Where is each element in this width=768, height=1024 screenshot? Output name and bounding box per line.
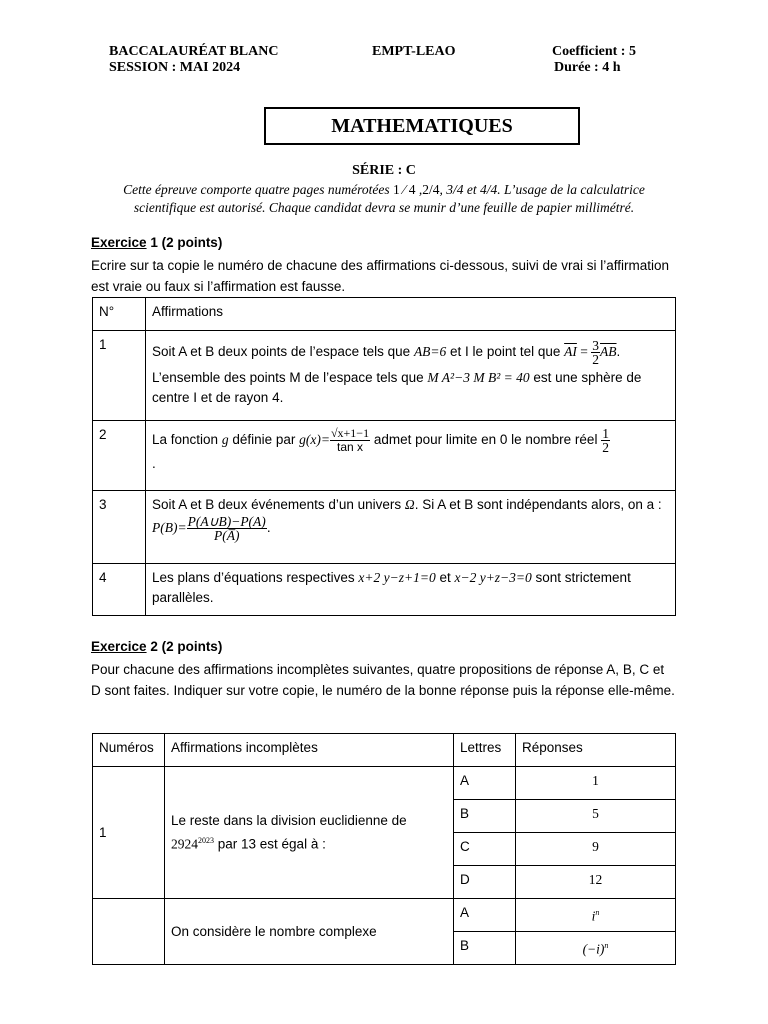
table-row [93,564,676,616]
answer-value: 9 [516,833,676,866]
exercise-2-word: Exercice [91,639,147,654]
text: est une sphère de centre I et de rayon 4. [152,370,642,405]
col-letters-header: Lettres [454,734,516,767]
numerator: √x+1−1 [330,426,370,440]
header-right [552,44,636,76]
intro-sep: , [415,182,423,197]
math: M A²−3 M B² = 40 [427,370,530,385]
subject-title: MATHEMATIQUES [264,107,580,145]
text: définie par [228,432,300,448]
answer-value [516,899,676,932]
question-number [93,899,165,965]
math: x−2 y+z−3=0 [454,570,532,585]
intro-page-1: 1 ⁄ 4 [393,182,416,197]
vector-ab: $\overline{AB}$ [600,344,617,360]
question-number: 1 [93,767,165,899]
math-base: 2924 [171,836,198,852]
table-row [93,331,676,421]
coefficient: Coefficient : 5 [552,44,636,59]
col-affirmations-header: Affirmations [146,298,676,331]
exam-name: BACCALAURÉAT BLANC [109,44,279,59]
exercise-2-points: 2 (2 points) [146,639,223,654]
answer-value [516,932,676,965]
denominator: 2 [592,352,600,367]
table-header-row [93,734,676,767]
school-name: EMPT-LEAO [372,44,456,59]
text: L’ensemble des points M de l’espace tels que [152,370,428,385]
table-row [93,767,676,800]
exercise-1-word: Exercice [91,235,147,250]
numerator: 1 [602,426,609,441]
affirmation-1 [146,331,676,421]
text: Le reste dans la division euclidienne de [171,812,407,828]
row-number: 2 [93,421,146,491]
affirmation-3 [146,491,676,564]
text: Soit A et B deux points de l’espace tels que [152,344,414,360]
table-row [93,491,676,564]
answer-letter: A [454,767,516,800]
exercise-1-table [92,297,676,616]
answer-value: 1 [516,767,676,800]
math: x+2 y−z+1=0 [358,570,436,585]
col-answers-header: Réponses [516,734,676,767]
text: . [616,344,621,360]
row-number: 4 [93,564,146,616]
numerator: 3 [592,338,600,353]
question-2-text: On considère le nombre complexe [165,899,454,965]
vector-ai: $\overline{AI}$ [564,344,577,360]
text: par 13 est égal à : [214,836,326,852]
math: g [221,432,229,448]
intro-text-1: Cette épreuve comporte quatre pages numérotées [123,182,394,197]
table-row [93,421,676,491]
row-number: 3 [93,491,146,564]
fraction [591,339,600,366]
text: . Si A et B sont indépendants alors, on a : [414,497,662,512]
exercise-1-title [91,235,222,250]
answer-letter: B [454,800,516,833]
math-base: (−i) [582,941,605,957]
intro-text-2: , 3/4 et 4/4. L’usage de la calculatrice scientifique est autorisé. Chaque candidat devra se munir d’une feuille de papier millimétré. [133,182,645,215]
col-numbers-header: Numéros [93,734,165,767]
text: . [152,456,156,471]
serie-label: SÉRIE : C [352,163,416,178]
math-exponent: 2023 [198,835,214,845]
answer-letter: A [454,899,516,932]
exercise-1-instructions: Ecrire sur ta copie le numéro de chacune des affirmations ci-dessous, suivi de vrai si l’affirmation est vraie ou faux si l’affirmation est fausse. [91,258,670,294]
duration: Durée : 4 h [554,60,621,75]
math-exponent: n [595,908,600,917]
math: AB=6 [413,344,447,360]
answer-value: 5 [516,800,676,833]
answer-value: 12 [516,866,676,899]
table-row [93,899,676,932]
denominator: P(A̅) [213,528,240,543]
col-affirmations-header: Affirmations incomplètes [165,734,454,767]
denominator: tan x [337,440,364,454]
affirmation-4 [146,564,676,616]
text: Soit A et B deux événements d’un univers [152,497,405,512]
text: admet pour limite en 0 le nombre réel [370,432,602,448]
intro-page-2: 2/4 [422,182,440,197]
math: = [576,344,592,360]
row-number: 1 [93,331,146,421]
text: La fonction [152,432,222,448]
numerator: P(A∪B)−P(A) [187,514,266,529]
answer-letter: C [454,833,516,866]
exercise-2-instructions: Pour chacune des affirmations incomplètes suivantes, quatre propositions de réponse A, B, C et D sont faites. Indiquer sur votre copie, le numéro de la bonne réponse puis la réponse elle-même. [91,662,675,698]
exercise-2-title [91,639,222,654]
exam-intro [96,181,672,217]
math-base: i [591,908,596,924]
fraction [601,427,610,454]
text: et I le point tel que [446,344,565,360]
exercise-1-points: 1 (2 points) [146,235,223,250]
math: g(x)= [299,432,330,448]
denominator: 2 [602,440,609,455]
fraction [330,427,370,454]
header-left [109,44,278,76]
col-number-header: N° [93,298,146,331]
fraction [187,515,267,542]
text: Les plans d’équations respectives [152,570,359,585]
answer-letter: D [454,866,516,899]
math: Ω [404,497,415,512]
affirmation-2 [146,421,676,491]
exercise-2-table [92,733,676,965]
exam-session: SESSION : MAI 2024 [109,60,241,75]
text: . [266,520,271,536]
question-1-text [165,767,454,899]
text: et [435,570,455,585]
answer-letter: B [454,932,516,965]
table-header-row [93,298,676,331]
math: P(B)= [152,520,187,536]
text: sont strictement parallèles. [152,570,631,605]
math-exponent: n [604,941,609,950]
